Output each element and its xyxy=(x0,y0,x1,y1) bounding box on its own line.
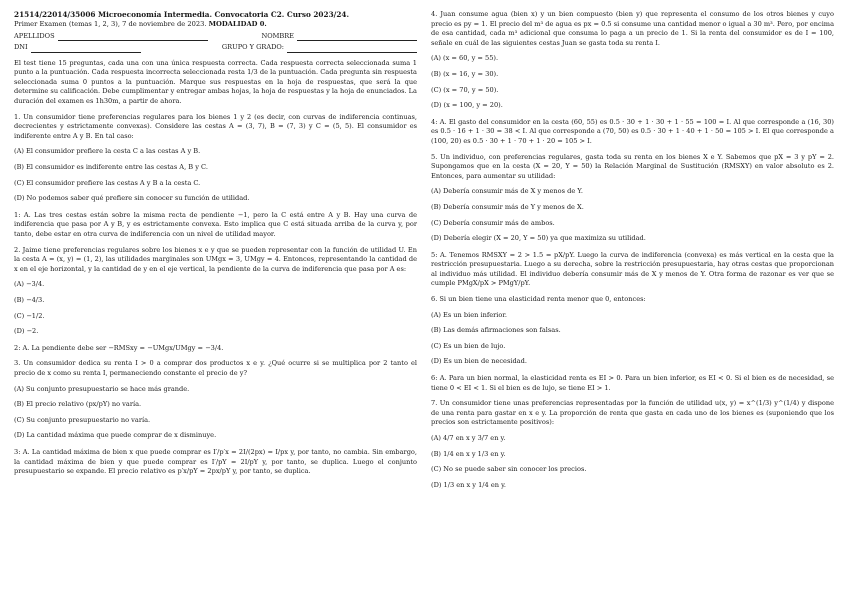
option-7b[interactable]: (B) 1/4 en x y 1/3 en y. xyxy=(431,449,506,458)
question-1: 1. Un consumidor tiene preferencias regulares para los bienes 1 y 2 (es decir, con curvas de indiferencia continuas, decrecientes y estrictamente convexas). Considere las cestas A = (3, 7), B = (7, 3) y C = (5, 5). El consumidor es indiferente entre A y B. En tal caso: xyxy=(14,112,417,140)
option-1c[interactable]: (C) El consumidor prefiere las cestas A y B a la cesta C. xyxy=(14,178,201,187)
option-4c[interactable]: (C) (x = 70, y = 50). xyxy=(431,85,499,94)
option-3b[interactable]: (B) El precio relativo (px/pY) no varía. xyxy=(14,400,142,409)
exam-instructions: El test tiene 15 preguntas, cada una con una única respuesta correcta. Cada respuesta correcta seleccionada suma 1 punto a la puntuación. Cada respuesta incorrecta seleccionada resta 1/3 de la puntuación. Cada pregunta sin respuesta seleccionada suma 0 puntos a la puntuación. Marque sus respuestas en la hoja de respuestas, que será la que determine su calificación. Debe cumplimentar y entregar ambas hojas, la hoja de respuestas y la hoja de enunciados. La duración del examen es 1h30m, a partir de ahora. xyxy=(14,58,417,106)
option-6c[interactable]: (C) Es un bien de lujo. xyxy=(431,341,506,350)
question-2: 2. Jaime tiene preferencias regulares sobre los bienes x e y que se pueden representar con la función de utilidad U. En la cesta A = (x, y) = (1, 2), las utilidades marginales son UMgx = 3, UMgy = 4. Entonces, representando la cantidad de x en el eje horizontal, y la cantidad de y en el eje vertical, la pendiente de la curva de indiferencia que pasa por A es: xyxy=(14,245,417,273)
id-fields xyxy=(14,43,417,53)
right-column xyxy=(431,10,834,599)
answer-5: 5: A. Tenemos RMSXY = 2 > 1.5 = pX/pY. Luego la curva de indiferencia (convexa) es más vertical en la cesta que la restricción presupuestaria. Luego a su derecha, sobre la restricción presupuestaria, hay otras cestas que proporcionan al individuo más utilidad. El individuo debería consumir más de X y menos de Y. Otra forma de razonar es ver que se cumple PMgX/pX > PMgY/pY. xyxy=(431,250,834,288)
answer-6: 6: A. Para un bien normal, la elasticidad renta es EI > 0. Para un bien inferior, es EI < 0. Si el bien es de necesidad, se tiene 0 < EI < 1. Si el bien es de lujo, se tiene EI > 1. xyxy=(431,374,834,392)
option-7c[interactable]: (C) No se puede saber sin conocer los precios. xyxy=(431,465,587,474)
dni-field[interactable] xyxy=(14,43,141,53)
left-column xyxy=(14,10,417,599)
nombre-label: NOMBRE xyxy=(261,31,294,40)
dni-label: DNI xyxy=(14,43,28,52)
option-4a[interactable]: (A) (x = 60, y = 55). xyxy=(431,54,499,63)
option-6d[interactable]: (D) Es un bien de necesidad. xyxy=(431,357,527,366)
exam-subtitle-text: Primer Examen (temas 1, 2, 3), 7 de noviembre de 2023. xyxy=(14,20,207,28)
option-7a[interactable]: (A) 4/7 en x y 3/7 en y. xyxy=(431,434,506,442)
option-2c[interactable]: (C) −1/2. xyxy=(14,311,45,320)
option-3d[interactable]: (D) La cantidad máxima que puede comprar de x disminuye. xyxy=(14,431,217,440)
option-3a[interactable]: (A) Su conjunto presupuestario se hace más grande. xyxy=(14,384,190,393)
option-1b[interactable]: (B) El consumidor es indiferente entre las cestas A, B y C. xyxy=(14,163,208,172)
nombre-field[interactable] xyxy=(261,32,417,42)
apellidos-field[interactable] xyxy=(14,32,208,42)
option-4d[interactable]: (D) (x = 100, y = 20). xyxy=(431,101,503,110)
option-6b[interactable]: (B) Las demás afirmaciones son falsas. xyxy=(431,326,561,335)
option-5a[interactable]: (A) Debería consumir más de X y menos de Y. xyxy=(431,187,583,196)
answer-1: 1: A. Las tres cestas están sobre la misma recta de pendiente −1, pero la C está entre A y B. Hay una curva de indiferencia que pasa por A y B, y es estrictamente convexa. Esto implica que C está situada arriba de la curva y, por tanto, debe estar en otra curva de indiferencia con un nivel de utilidad mayor. xyxy=(14,210,417,238)
option-4b[interactable]: (B) (x = 16, y = 30). xyxy=(431,69,499,78)
question-5: 5. Un individuo, con preferencias regulares, gasta toda su renta en los bienes X e Y. Sabemos que pX = 3 y pY = 2. Supongamos que en la cesta (X = 20, Y = 50) la Relación Marginal de Sustitución (RMSXY) en valor absoluto es 2. Entonces, para aumentar su utilidad: xyxy=(431,152,834,180)
question-4: 4. Juan consume agua (bien x) y un bien compuesto (bien y) que representa el consumo de los otros bienes y cuyo precio es py = 1. El precio del m³ de agua es px = 0.5 si consume una cantidad menor o igual a 30 m³. Pero, por encima de esa cantidad, cada m³ adicional que consuma lo paga a un precio de 1. Si la renta del consumidor es de I = 100, señale en cuál de las siguientes cestas Juan se gasta toda su renta I. xyxy=(431,10,834,47)
answer-2: 2: A. La pendiente debe ser −RMSxy = −UMgx/UMgy = −3/4. xyxy=(14,343,224,352)
exam-subtitle xyxy=(14,20,417,30)
answer-3: 3: A. La cantidad máxima de bien x que puede comprar es I′/p′x = 2I/(2px) = I/px y, por tanto, no cambia. Sin embargo, la cantidad máxima de bien y que puede comprar es I′/pY = 2I/pY y, por tanto, se duplica. Luego el conjunto presupuestario se expande. El precio relativo es p′x/pY = 2px/pY y, por tanto, se duplica. xyxy=(14,447,417,476)
apellidos-label: APELLIDOS xyxy=(14,31,55,40)
option-5c[interactable]: (C) Debería consumir más de ambos. xyxy=(431,218,555,227)
question-3: 3. Un consumidor dedica su renta I > 0 a comprar dos productos x e y. ¿Qué ocurre si se multiplica por 2 tanto el precio de x como su renta I, permaneciendo constante el precio de y? xyxy=(14,359,417,377)
question-6: 6. Si un bien tiene una elasticidad renta menor que 0, entonces: xyxy=(431,295,646,304)
question-7: 7. Un consumidor tiene unas preferencias representadas por la función de utilidad u(x, y) = x^(1/3) y^(1/4) y dispone de una renta para gastar en x e y. La proporción de renta que gasta en cada uno de los bienes es (suponiendo que los precios son estrictamente positivos): xyxy=(431,399,834,427)
option-2d[interactable]: (D) −2. xyxy=(14,327,39,336)
grupo-field[interactable] xyxy=(222,43,417,53)
option-6a[interactable]: (A) Es un bien inferior. xyxy=(431,310,507,319)
option-2b[interactable]: (B) −4/3. xyxy=(14,295,45,304)
option-7d[interactable]: (D) 1/3 en x y 1/4 en y. xyxy=(431,480,507,489)
answer-4: 4: A. El gasto del consumidor en la cesta (60, 55) es 0.5 · 30 + 1 · 30 + 1 · 55 = 100 = I. Al que corresponde a (16, 30) es 0.5 · 16 + 1 · 30 = 38 < I. Al que corresponde a (70, 50) es 0.5 · 30 + 1 · 40 + 1 · 50 = 105 > I. El que corresponde a (100, 20) es 0.5 · 30 + 1 · 70 + 1 · 20 = 105 > I. xyxy=(431,117,834,145)
option-3c[interactable]: (C) Su conjunto presupuestario no varía. xyxy=(14,415,151,424)
name-fields xyxy=(14,32,417,42)
option-5d[interactable]: (D) Debería elegir (X = 20, Y = 50) ya que maximiza su utilidad. xyxy=(431,234,646,243)
option-1d[interactable]: (D) No podemos saber qué prefiere sin conocer su función de utilidad. xyxy=(14,194,250,203)
modalidad-label: MODALIDAD 0. xyxy=(208,20,267,28)
option-2a[interactable]: (A) −3/4. xyxy=(14,280,45,289)
option-1a[interactable]: (A) El consumidor prefiere la cesta C a las cestas A y B. xyxy=(14,147,201,156)
option-5b[interactable]: (B) Debería consumir más de Y y menos de X. xyxy=(431,202,584,211)
grupo-label: GRUPO Y GRADO: xyxy=(221,43,284,52)
exam-title: 21514/22014/35006 Microeconomía Intermedia. Convocatoria C2. Curso 2023/24. xyxy=(14,10,350,19)
